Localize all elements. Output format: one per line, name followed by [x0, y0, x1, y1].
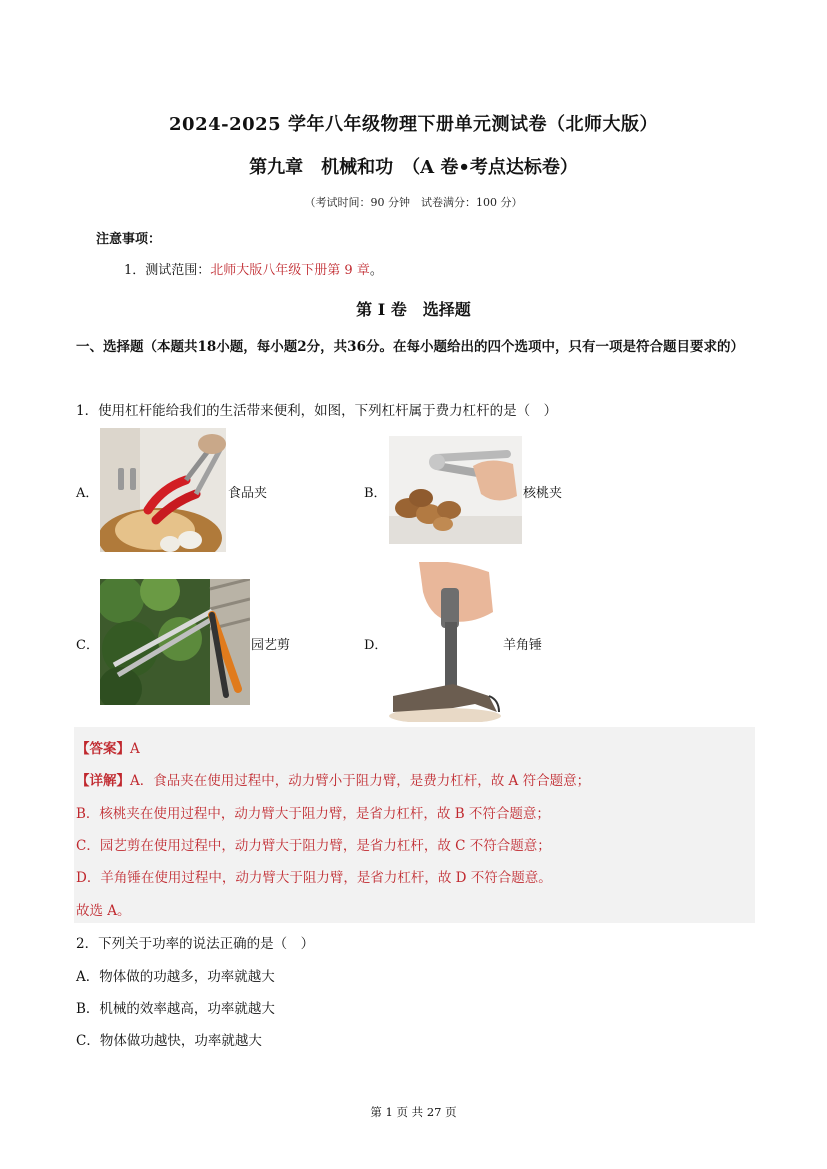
- notice-item-scope: [124, 259, 383, 278]
- detail-line-2: B．核桃夹在使用过程中，动力臂大于阻力臂，是省力杠杆，故 B 不符合题意；: [76, 806, 550, 822]
- document-title: 2024-2025 学年八年级物理下册单元测试卷（北师大版）: [169, 114, 658, 135]
- notice-item-value: 北师大版八年级下册第 9 章: [210, 263, 370, 278]
- option-c-label: 园艺剪: [251, 638, 291, 653]
- notice-item-prefix: 1．测试范围：: [124, 263, 211, 278]
- option-a-letter: A．: [76, 486, 99, 501]
- option-d-letter: D．: [364, 638, 388, 653]
- section-title: 第 I 卷 选择题: [356, 300, 471, 319]
- food-tongs-photo-icon: [100, 428, 226, 552]
- question-2-option-a: A．物体做的功越多，功率就越大: [76, 969, 275, 985]
- detail-heading: 【详解】: [76, 773, 130, 789]
- option-b-letter: B．: [364, 486, 387, 501]
- part-intro: 一、选择题（本题共18小题，每小题2分，共36分。在每小题给出的四个选项中，只有一项是符合题目要求的）: [76, 339, 744, 355]
- notice-heading: 注意事项：: [96, 232, 162, 247]
- question-2-option-b: B．机械的效率越高，功率就越大: [76, 1001, 275, 1017]
- question-2-stem: 2．下列关于功率的说法正确的是（ ）: [76, 936, 315, 952]
- page-number: 第 1 页 共 27 页: [370, 1105, 457, 1119]
- answer-line: [76, 737, 140, 757]
- question-1-stem: 1．使用杠杆能给我们的生活带来便利，如图，下列杠杆属于费力杠杆的是（ ）: [76, 403, 558, 419]
- claw-hammer-photo-icon: [389, 562, 501, 722]
- detail-text-1: A．食品夹在使用过程中，动力臂小于阻力臂，是费力杠杆，故 A 符合题意；: [130, 773, 591, 789]
- question-2-option-c: C．物体做功越快，功率就越大: [76, 1033, 262, 1049]
- option-c-letter: C．: [76, 638, 99, 653]
- detail-line-1: [76, 769, 590, 789]
- option-d-label: 羊角锤: [503, 638, 543, 653]
- option-a-label: 食品夹: [228, 486, 268, 501]
- detail-conclusion: 故选 A。: [76, 903, 131, 919]
- nutcracker-photo-icon: [389, 436, 522, 544]
- detail-line-3: C．园艺剪在使用过程中，动力臂大于阻力臂，是省力杠杆，故 C 不符合题意；: [76, 838, 551, 854]
- exam-info: （考试时间：90 分钟 试卷满分：100 分）: [304, 196, 523, 209]
- option-b-label: 核桃夹: [523, 486, 563, 501]
- detail-line-4: D．羊角锤在使用过程中，动力臂大于阻力臂，是省力杠杆，故 D 不符合题意。: [76, 870, 552, 886]
- notice-item-suffix: 。: [369, 263, 383, 278]
- garden-shears-photo-icon: [100, 579, 250, 705]
- chapter-subtitle: 第九章 机械和功 （A 卷•考点达标卷）: [249, 157, 578, 178]
- answer-value: A: [130, 741, 140, 757]
- answer-heading: 【答案】: [76, 741, 130, 757]
- answer-panel: [74, 727, 755, 923]
